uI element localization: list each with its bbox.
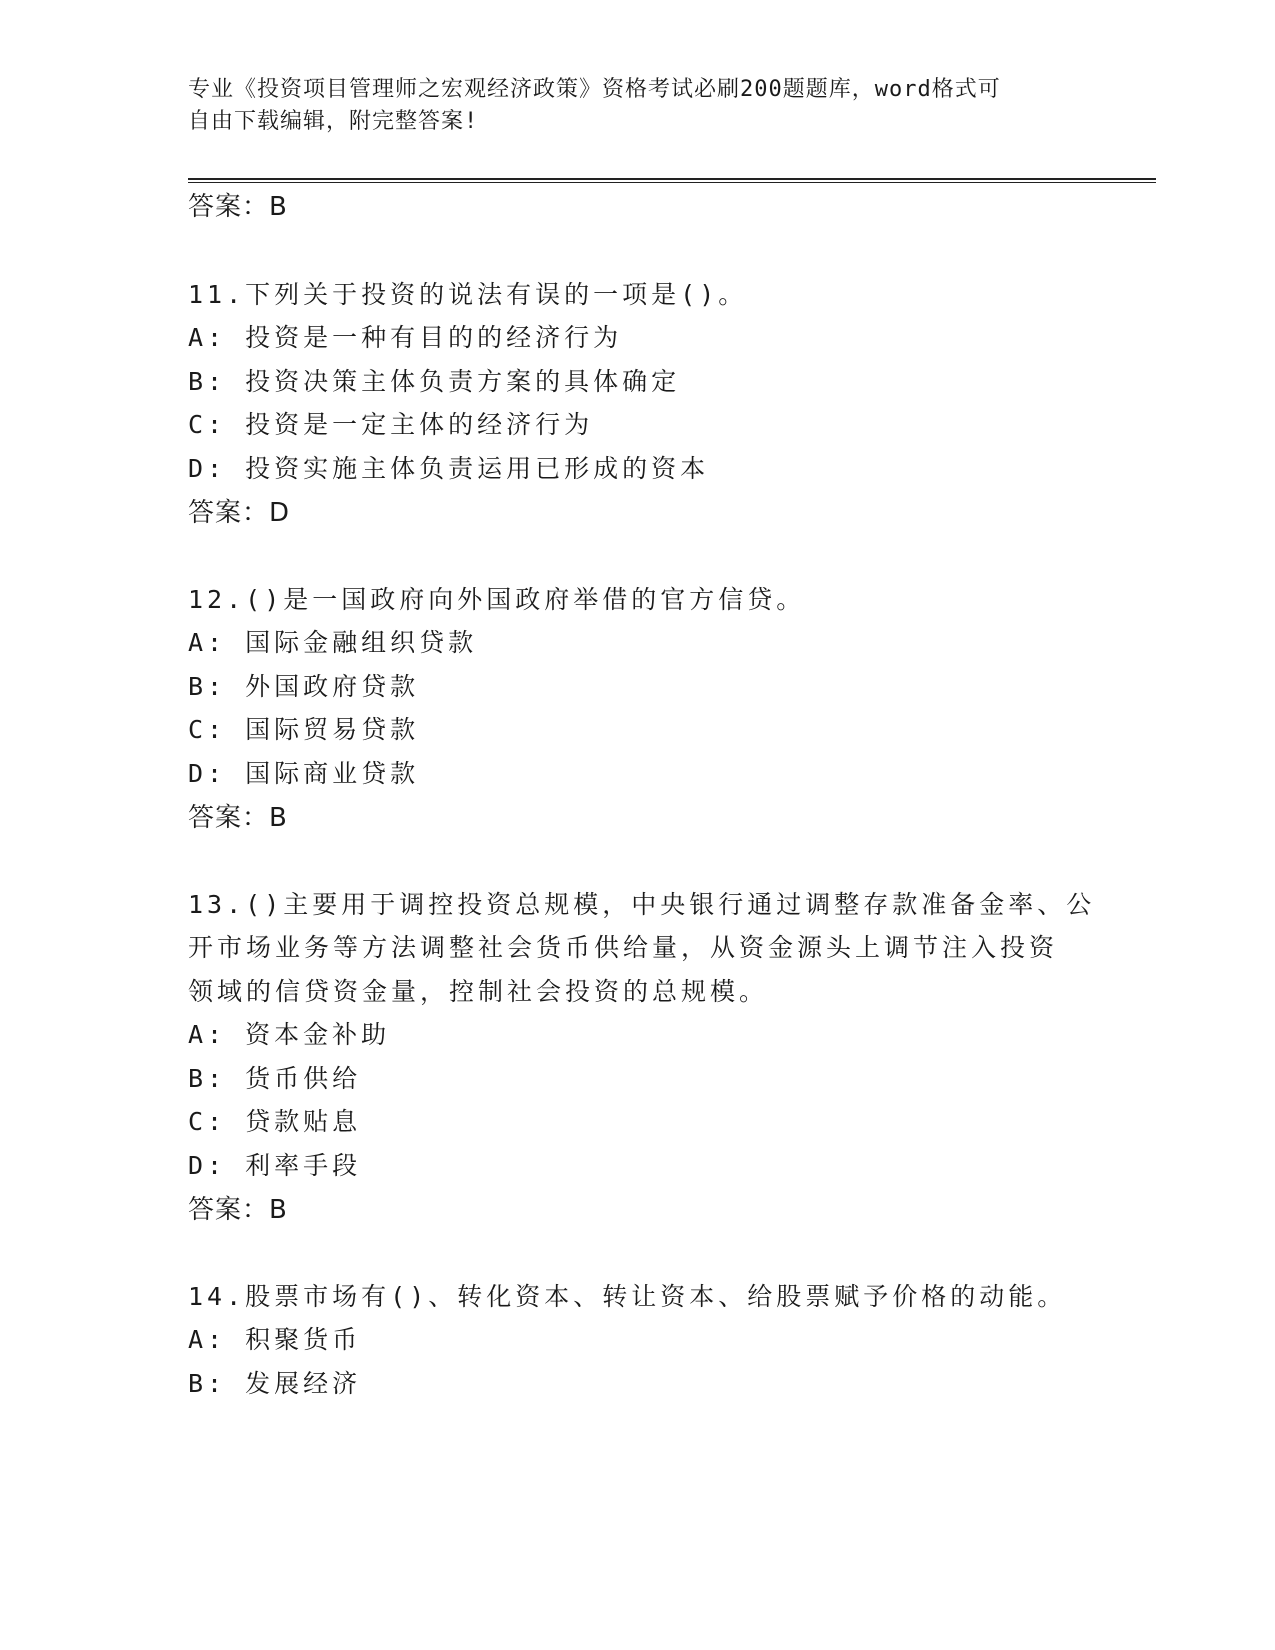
question-11-answer: 答案：D (188, 498, 291, 528)
question-12-answer: 答案：B (188, 803, 288, 833)
question-14-option-a: A: 积聚货币 (188, 1325, 362, 1354)
question-12-option-b: B: 外国政府贷款 (188, 672, 420, 701)
question-13-stem-line-2: 开市场业务等方法调整社会货币供给量，从资金源头上调节注入投资 (188, 933, 1059, 962)
question-14-option-b: B: 发展经济 (188, 1369, 362, 1398)
question-14-stem: 14.股票市场有()、转化资本、转让资本、给股票赋予价格的动能。 (188, 1282, 1067, 1311)
question-12-stem: 12.()是一国政府向外国政府举借的官方信贷。 (188, 585, 806, 614)
question-11-option-b: B: 投资决策主体负责方案的具体确定 (188, 367, 681, 396)
question-13-option-d: D: 利率手段 (188, 1151, 362, 1180)
question-13-option-a: A: 资本金补助 (188, 1020, 391, 1049)
previous-answer: 答案：B (188, 192, 288, 222)
document-header (188, 74, 1088, 138)
header-line-2: 自由下载编辑，附完整答案! (188, 109, 479, 134)
question-13-stem-line-1: 13.()主要用于调控投资总规模，中央银行通过调整存款准备金率、公 (188, 890, 1096, 919)
question-12-option-c: C: 国际贸易贷款 (188, 715, 420, 744)
question-13-stem-line-3: 领域的信贷资金量，控制社会投资的总规模。 (188, 977, 769, 1006)
question-12-option-a: A: 国际金融组织贷款 (188, 628, 478, 657)
question-11-option-d: D: 投资实施主体负责运用已形成的资本 (188, 454, 710, 483)
question-11-option-c: C: 投资是一定主体的经济行为 (188, 410, 594, 439)
header-line-1: 专业《投资项目管理师之宏观经济政策》资格考试必刷200题题库，word格式可 (188, 77, 1001, 102)
question-13-option-c: C: 贷款贴息 (188, 1107, 362, 1136)
question-13-option-b: B: 货币供给 (188, 1064, 362, 1093)
question-12-option-d: D: 国际商业贷款 (188, 759, 420, 788)
question-11-stem: 11.下列关于投资的说法有误的一项是()。 (188, 280, 748, 309)
question-11-option-a: A: 投资是一种有目的的经济行为 (188, 323, 623, 352)
header-divider (188, 178, 1156, 183)
question-13-answer: 答案：B (188, 1195, 288, 1225)
